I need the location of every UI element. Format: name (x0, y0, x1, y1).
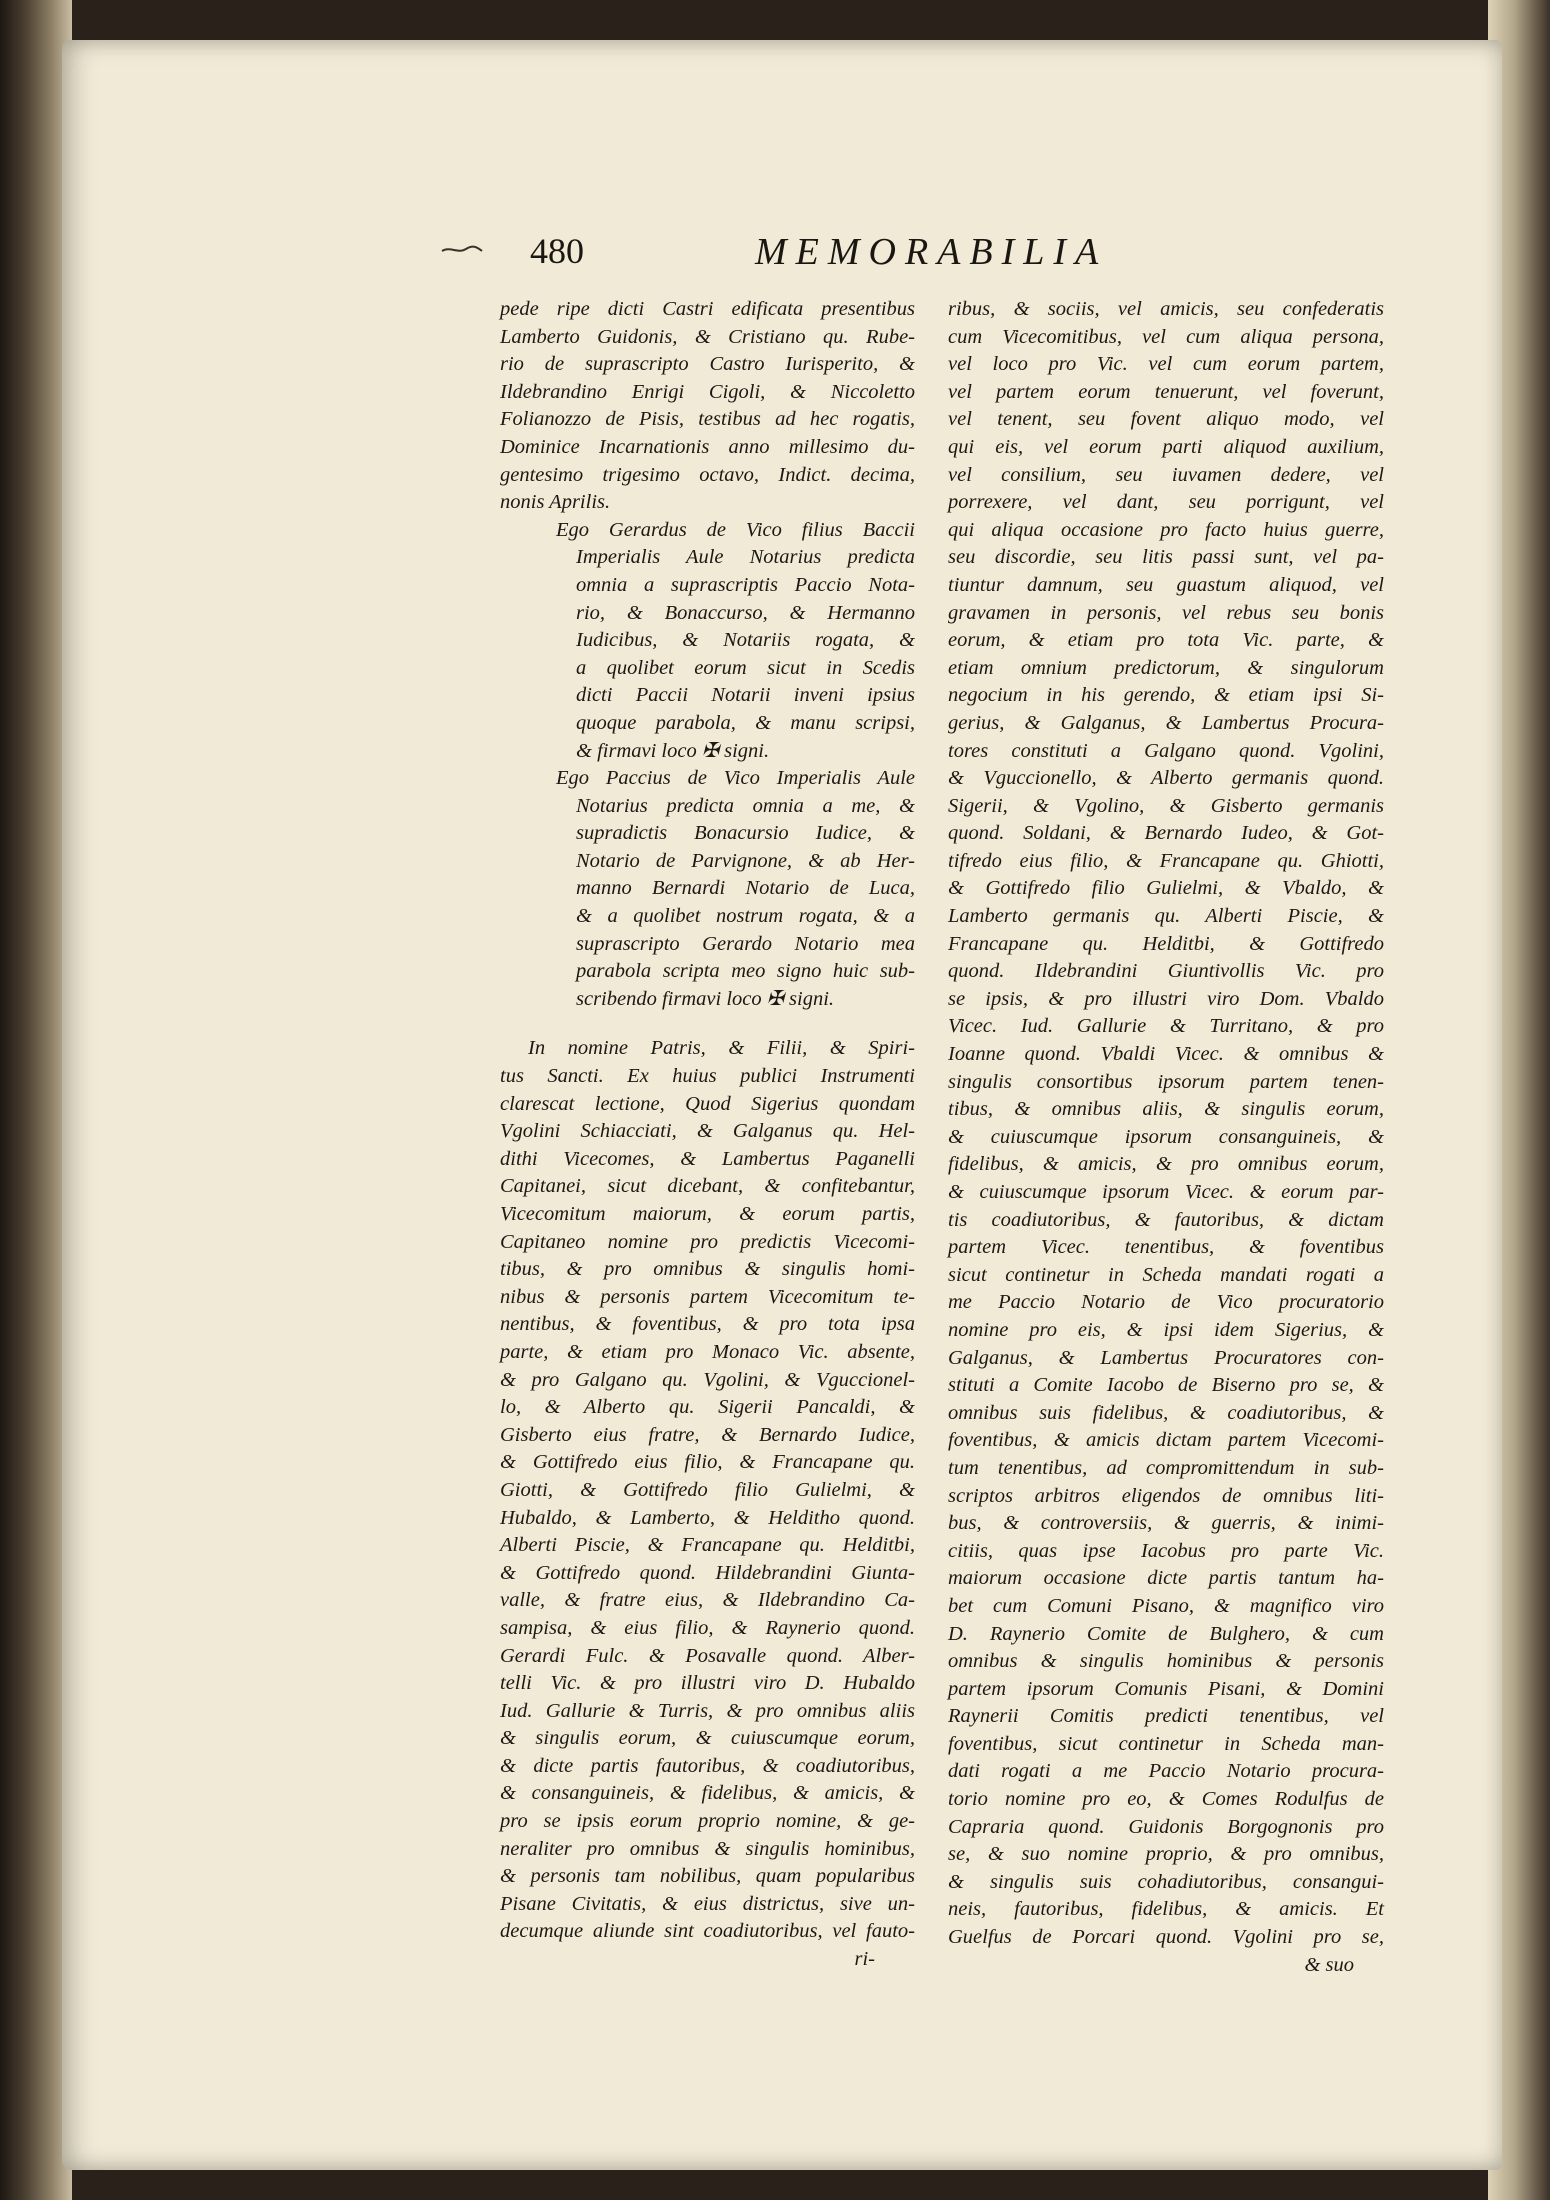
text-line: Ego Paccius de Vico Imperialis Aule (556, 767, 915, 790)
text-line: Francapane qu. Helditbi, & Gottifredo (948, 932, 1384, 955)
text-line: omnibus suis fidelibus, & coadiutoribus, & (948, 1401, 1384, 1424)
text-line: vel consilium, seu iuvamen dedere, vel (948, 463, 1384, 486)
text-line: dicti Paccii Notarii inveni ipsius (576, 684, 915, 707)
text-line: vel loco pro Vic. vel cum eorum partem, (948, 353, 1384, 376)
text-line: Sigerii, & Vgolino, & Gisberto germanis (948, 794, 1384, 817)
text-line: Giotti, & Gottifredo filio Gulielmi, & (500, 1478, 915, 1501)
text-line: Raynerii Comitis predicti tenentibus, vel (948, 1705, 1384, 1728)
text-line: Iud. Gallurie & Turris, & pro omnibus aliis (500, 1699, 915, 1722)
text-line: Gisberto eius fratre, & Bernardo Iudice, (500, 1423, 915, 1446)
text-line: partem ipsorum Comunis Pisani, & Domini (948, 1677, 1384, 1700)
text-line: tiuntur damnum, seu guastum aliquod, vel (948, 573, 1384, 596)
text-line: Ego Gerardus de Vico filius Baccii (556, 518, 915, 541)
text-line: & consanguineis, & fidelibus, & amicis, & (500, 1782, 915, 1805)
text-line: sampisa, & eius filio, & Raynerio quond. (500, 1616, 915, 1639)
text-line: tus Sancti. Ex huius publici Instrumenti (500, 1065, 915, 1088)
text-line: tibus, & pro omnibus & singulis homi- (500, 1258, 915, 1281)
text-line: Lamberto Guidonis, & Cristiano qu. Rube- (500, 325, 915, 348)
text-line: scribendo firmavi loco ✠ signi. (576, 987, 835, 1010)
text-line: seu discordie, seu litis passi sunt, vel pa- (948, 546, 1384, 569)
paragraph-instrument (500, 1035, 915, 1973)
text-line: vel tenent, seu fovent aliquo modo, vel (948, 408, 1384, 431)
text-line: singulis consortibus ipsorum partem tenen- (948, 1070, 1384, 1093)
text-line: partem Vicec. tenentibus, & foventibus (948, 1236, 1384, 1259)
text-line: rio, & Bonaccurso, & Hermanno (576, 601, 915, 624)
text-line: & Gottifredo filio Gulielmi, & Vbaldo, & (948, 877, 1384, 900)
text-line: nonis Aprilis. (500, 491, 611, 514)
text-line: parabola scripta meo signo huic sub- (576, 960, 915, 983)
text-line: Folianozzo de Pisis, testibus ad hec rogatis, (500, 408, 915, 431)
text-line: Ildebrandino Enrigi Cigoli, & Niccoletto (500, 380, 915, 403)
text-line: Notario de Parvignone, & ab Her- (576, 849, 915, 872)
text-line: D. Raynerio Comite de Bulghero, & cum (948, 1622, 1384, 1645)
text-line: telli Vic. & pro illustri viro D. Hubaldo (500, 1672, 915, 1695)
notary-subscription-gerardus (556, 517, 915, 765)
text-line: clarescat lectione, Quod Sigerius quondam (500, 1092, 915, 1115)
paragraph-gap (500, 1013, 915, 1035)
text-line: manno Bernardi Notario de Luca, (576, 877, 915, 900)
text-line: & singulis eorum, & cuiuscumque eorum, (500, 1727, 915, 1750)
text-line: neis, fautoribus, fidelibus, & amicis. Et (948, 1898, 1384, 1921)
text-line: sicut continetur in Scheda mandati rogati a (948, 1263, 1384, 1286)
text-line: tum tenentibus, ad compromittendum in sub- (948, 1456, 1384, 1479)
text-line: Dominice Incarnationis anno millesimo du- (500, 435, 915, 458)
text-line: gerius, & Galganus, & Lambertus Procura- (948, 711, 1384, 734)
text-line: dati rogati a me Paccio Notario procura- (948, 1760, 1384, 1783)
text-line: suprascripto Gerardo Notario mea (576, 932, 915, 955)
text-line: vel partem eorum tenuerunt, vel foverunt, (948, 380, 1384, 403)
text-line: etiam omnium predictorum, & singulorum (948, 656, 1384, 679)
text-line: quoque parabola, & manu scripsi, (576, 711, 915, 734)
text-line: foventibus, & amicis dictam partem Vicecomi- (948, 1429, 1384, 1452)
text-line: & cuiuscumque ipsorum consanguineis, & (948, 1125, 1384, 1148)
text-line: & Gottifredo eius filio, & Francapane qu. (500, 1451, 915, 1474)
text-line: Alberti Piscie, & Francapane qu. Helditbi, (500, 1534, 915, 1557)
text-line: gravamen in personis, vel rebus seu bonis (948, 601, 1384, 624)
text-line: bet cum Comuni Pisano, & magnifico viro (948, 1594, 1384, 1617)
text-line: & singulis suis cohadiutoribus, consangui- (948, 1870, 1384, 1893)
text-line: decumque aliunde sint coadiutoribus, vel fauto- (500, 1920, 915, 1943)
text-line: rio de suprascripto Castro Iurisperito, & (500, 353, 915, 376)
text-line: tis coadiutoribus, & fautoribus, & dictam (948, 1208, 1384, 1231)
text-line: Gerardi Fulc. & Posavalle quond. Alber- (500, 1644, 915, 1667)
text-line: Capitaneo nomine pro predictis Vicecomi- (500, 1230, 915, 1253)
text-line: Galganus, & Lambertus Procuratores con- (948, 1346, 1384, 1369)
text-line: me Paccio Notario de Vico procuratorio (948, 1291, 1384, 1314)
text-line: Vicec. Iud. Gallurie & Turritano, & pro (948, 1015, 1384, 1038)
text-line: ribus, & sociis, vel amicis, seu confederatis (948, 298, 1384, 320)
text-line: porrexere, vel dant, seu porrigunt, vel (948, 491, 1384, 514)
ink-mark-icon (440, 244, 484, 256)
text-line: eorum, & etiam pro tota Vic. parte, & (948, 629, 1384, 652)
text-line: tores constituti a Galgano quond. Vgolini, (948, 739, 1384, 762)
text-line: torio nomine pro eo, & Comes Rodulfus de (948, 1788, 1384, 1811)
text-line: Imperialis Aule Notarius predicta (576, 546, 915, 569)
paragraph-closing-testimony (500, 296, 915, 517)
right-column (948, 296, 1384, 1979)
text-line: Iudicibus, & Notariis rogata, & (576, 629, 915, 652)
text-line: parte, & etiam pro Monaco Vic. absente, (500, 1340, 915, 1363)
text-line: & firmavi loco ✠ signi. (576, 739, 770, 762)
text-line: Notarius predicta omnia a me, & (576, 794, 915, 817)
text-line: se ipsis, & pro illustri viro Dom. Vbaldo (948, 987, 1384, 1010)
page-number: 480 (530, 231, 584, 271)
text-line: scriptos arbitros eligendos de omnibus liti- (948, 1484, 1384, 1507)
text-line: stituti a Comite Iacobo de Biserno pro se, & (948, 1374, 1384, 1397)
text-line: nentibus, & foventibus, & pro tota ipsa (500, 1313, 915, 1336)
text-line: Capraria quond. Guidonis Borgognonis pro (948, 1815, 1384, 1838)
text-line: Vgolini Schiacciati, & Galganus qu. Hel- (500, 1120, 915, 1143)
notary-subscription-paccius (556, 765, 915, 1013)
text-line: pede ripe dicti Castri edificata presentibus (500, 298, 915, 320)
text-line: tibus, & omnibus aliis, & singulis eorum, (948, 1098, 1384, 1121)
text-line: & dicte partis fautoribus, & coadiutoribus, (500, 1754, 915, 1777)
text-line: & personis tam nobilibus, quam popularibus (500, 1865, 915, 1888)
text-line: & cuiuscumque ipsorum Vicec. & eorum par- (948, 1181, 1384, 1203)
text-line: Pisane Civitatis, & eius districtus, sive un- (500, 1892, 915, 1915)
text-line: cum Vicecomitibus, vel cum aliqua persona, (948, 325, 1384, 348)
text-line: fidelibus, & amicis, & pro omnibus eorum, (948, 1153, 1384, 1176)
text-line: Ioanne quond. Vbaldi Vicec. & omnibus & (948, 1043, 1384, 1066)
text-line: se, & suo nomine proprio, & pro omnibus, (948, 1843, 1384, 1866)
catchword: ri- (854, 1948, 875, 1971)
text-line: nibus & personis partem Vicecomitum te- (500, 1285, 915, 1308)
text-line: & Gottifredo quond. Hildebrandini Giunta- (500, 1561, 915, 1584)
text-line: omnia a suprascriptis Paccio Nota- (576, 573, 915, 596)
running-head (500, 230, 1200, 280)
text-line: Guelfus de Porcari quond. Vgolini pro se, (948, 1926, 1384, 1949)
text-line: maiorum occasione dicte partis tantum ha- (948, 1567, 1384, 1590)
text-line: qui eis, vel eorum parti aliquod auxilium, (948, 435, 1384, 458)
catchword: & suo (1304, 1953, 1354, 1976)
text-line: bus, & controversiis, & guerris, & inimi- (948, 1512, 1384, 1535)
text-line: & Vguccionello, & Alberto germanis quond. (948, 767, 1384, 790)
text-line: dithi Vicecomes, & Lambertus Paganelli (500, 1147, 915, 1170)
text-line: quond. Ildebrandini Giuntivollis Vic. pro (948, 960, 1384, 983)
text-line: & pro Galgano qu. Vgolini, & Vguccionel- (500, 1368, 915, 1391)
text-line: negocium in his gerendo, & etiam ipsi Si- (948, 684, 1384, 707)
text-line: In nomine Patris, & Filii, & Spiri- (528, 1037, 915, 1060)
text-line: lo, & Alberto qu. Sigerii Pancaldi, & (500, 1396, 915, 1419)
text-line: & a quolibet nostrum rogata, & a (576, 905, 915, 928)
text-line: pro se ipsis eorum proprio nomine, & ge- (500, 1810, 915, 1833)
text-line: supradictis Bonacursio Iudice, & (576, 822, 915, 845)
text-line: neraliter pro omnibus & singulis hominibus, (500, 1837, 915, 1860)
text-line: Hubaldo, & Lamberto, & Helditho quond. (500, 1506, 915, 1529)
text-line: Capitanei, sicut dicebant, & confitebantur, (500, 1175, 915, 1198)
text-line: gentesimo trigesimo octavo, Indict. decima, (500, 463, 915, 486)
text-line: valle, & fratre eius, & Ildebrandino Ca- (500, 1589, 915, 1612)
text-line: nomine pro eis, & ipsi idem Sigerius, & (948, 1318, 1384, 1341)
text-line: foventibus, sicut continetur in Scheda man- (948, 1732, 1384, 1755)
text-line: omnibus & singulis hominibus & personis (948, 1650, 1384, 1673)
text-line: qui aliqua occasione pro facto huius guerre, (948, 518, 1384, 541)
text-line: Lamberto germanis qu. Alberti Piscie, & (948, 905, 1384, 928)
text-line: a quolibet eorum sicut in Scedis (576, 656, 915, 679)
text-line: tifredo eius filio, & Francapane qu. Ghiotti, (948, 849, 1384, 872)
page-title: MEMORABILIA (755, 231, 1108, 273)
left-column (500, 296, 915, 1974)
text-line: quond. Soldani, & Bernardo Iudeo, & Got- (948, 822, 1384, 845)
text-line: citiis, quas ipse Iacobus pro parte Vic. (948, 1539, 1384, 1562)
text-line: Vicecomitum maiorum, & eorum partis, (500, 1203, 915, 1225)
